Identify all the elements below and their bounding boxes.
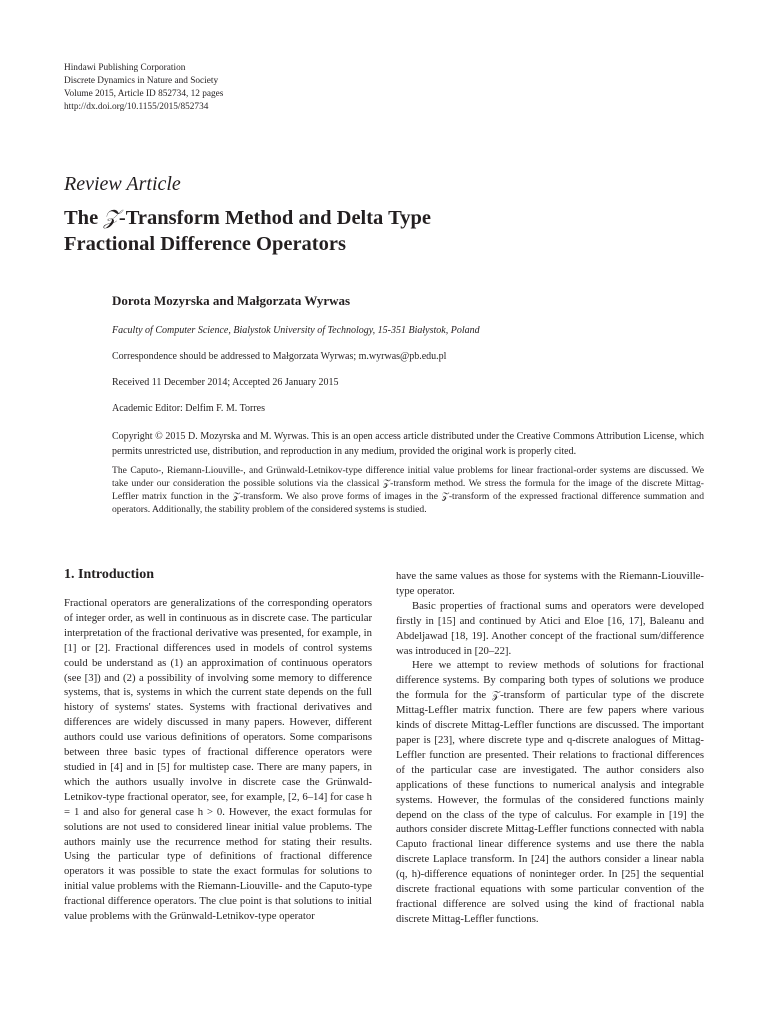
- paragraph: Here we attempt to review methods of solutions for fractional difference systems. By comparing both types of solutions we produce the formula for the 𝒵-transform of particular type of the discrete Mittag-Leffler matrix function. There are few papers where various kinds of discrete Mittag-Leffler functions are discussed. The important paper is [23], where discrete type and q-discrete analogues of Mittag-Leffler function are presented. Their relations to fractional differences of the particular case are investigated. The author considers also applications of these functions to numerical analysis and integrable systems. However, the formulas of the considered functions mainly depend on the class of the type of calculus. For example in [19] the authors consider discrete Mittag-Leffler functions connected with nabla Caputo fractional linear difference systems and use there the nabla discrete Laplace transform. In [24] the authors consider a linear nabla (q, h)-difference equations of noninteger order. In [25] the sequential discrete fractional equations with some particular convention of the fractional difference are solved using the kind of fractional nabla discrete Mittag-Leffler functions.: [396, 659, 704, 925]
- received-dates: Received 11 December 2014; Accepted 26 January 2015: [112, 377, 339, 388]
- authors: Dorota Mozyrska and Małgorzata Wyrwas: [112, 293, 351, 308]
- title-line2: Fractional Difference Operators: [64, 233, 346, 255]
- affiliation: Faculty of Computer Science, Bialystok University of Technology, 15-351 Białystok, Poland: [112, 325, 480, 336]
- journal-name: Discrete Dynamics in Nature and Society: [64, 76, 219, 86]
- abstract: The Caputo-, Riemann-Liouville-, and Grünwald-Letnikov-type difference initial value problems for linear fractional-order systems are discussed. We take under our consideration the possible solutions via the classical 𝒵-transform method. We stress the formula for the image of the discrete Mittag-Leffler matrix function in the 𝒵-transform. We also prove forms of images in the 𝒵-transform of the expressed fractional difference summation and operators. Additionally, the stability problem of the considered systems is studied.: [112, 465, 704, 515]
- article-type: Review Article: [64, 173, 181, 195]
- paragraph: have the same values as those for systems with the Riemann-Liouville-type operator.: [396, 570, 704, 597]
- publisher: Hindawi Publishing Corporation: [64, 63, 186, 73]
- journal-header: [64, 62, 223, 114]
- paragraph: Fractional operators are generalizations of the corresponding operators of integer order, as well in continuous as in discrete case. The particular interpretation of the fractional derivative was presented, for example, in [1] or [2]. Fractional differences used in models of control systems could be understand as (1) an approximation of continuous operators (see [3]) and (2) a possibility of involving some memory to difference systems, that is, systems in which the current state depends on the full history of systems' states. Systems with fractional derivatives and differences are widely discussed in many papers. However, different authors could use various definitions of operators. Some comparisons between three basic types of fractional difference operators were studied in [4] and in [5] for multistep case. There are many papers, in which the authors usually involve in discrete case the Grünwald-Letnikov-type fractional operator, see, for example, [2, 6–14] for case h = 1 and also for general case h > 0. However, the exact formulas for solutions are not used to considered linear initial value problems. The authors mainly use the recurrence method for stating their results. Using the particular type of definitions of fractional difference operators it was possible to state the exact formulas for solutions to initial value problems with the Riemann-Liouville- and the Caputo-type fractional difference operators. The clue point is that solutions to initial value problems with the Grünwald-Letnikov-type operator: [64, 597, 372, 923]
- copyright-notice: Copyright © 2015 D. Mozyrska and M. Wyrwas. This is an open access article distributed under the Creative Commons Attribution License, which permits unrestricted use, distribution, and reproduction in any medium, provided the original work is properly cited.: [112, 431, 704, 457]
- z-symbol: 𝒵: [103, 205, 119, 229]
- volume-info: Volume 2015, Article ID 852734, 12 pages: [64, 89, 224, 99]
- academic-editor: Academic Editor: Delfim F. M. Torres: [112, 403, 266, 414]
- article-title: [64, 204, 431, 257]
- title-prefix: The: [64, 207, 104, 229]
- doi-link[interactable]: http://dx.doi.org/10.1155/2015/852734: [64, 102, 209, 112]
- section-heading: 1. Introduction: [64, 567, 154, 582]
- left-column: [64, 596, 372, 924]
- right-column: [396, 569, 704, 927]
- correspondence: Correspondence should be addressed to Małgorzata Wyrwas; m.wyrwas@pb.edu.pl: [112, 351, 447, 362]
- title-line1-rest: -Transform Method and Delta Type: [118, 207, 431, 229]
- paragraph: Basic properties of fractional sums and operators were developed firstly in [15] and continued by Atici and Eloe [16, 17], Baleanu and Abdeljawad [18, 19]. Another concept of the fractional sum/difference was introduced in [20–22].: [396, 599, 704, 657]
